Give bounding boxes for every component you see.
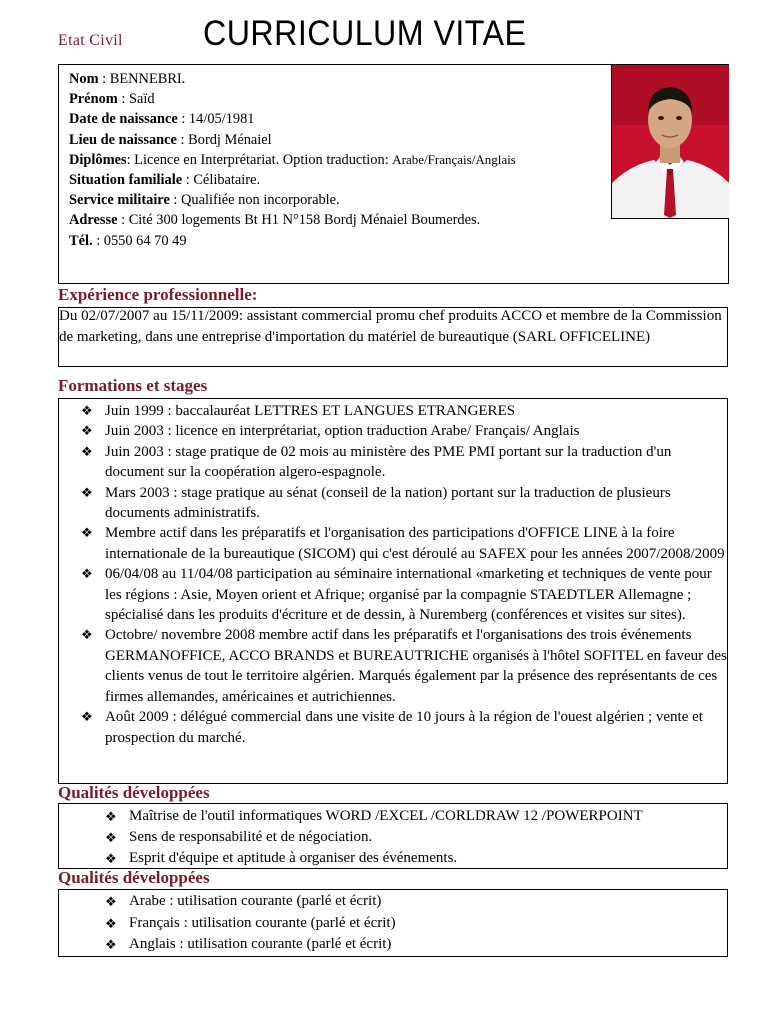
lieu-label: Lieu de naissance xyxy=(69,131,177,148)
list-item xyxy=(105,891,725,913)
list-item xyxy=(81,625,727,707)
list-item-text: Sens de responsabilité et de négociation. xyxy=(129,829,373,845)
qualites-box xyxy=(58,803,728,869)
nom-line xyxy=(69,69,516,89)
list-item-text: Mars 2003 : stage pratique au sénat (conseil de la nation) portant sur la traduction de plusieurs documents administratifs. xyxy=(105,484,671,522)
prenom-line xyxy=(69,89,516,109)
list-item xyxy=(81,707,727,748)
list-item-text: Membre actif dans les préparatifs et l'organisation des participations d'OFFICE LINE à la foire internationale de la bureautique (SICOM) qui c'est déroulé au SAFEX pour les années 2007/2008/2009 xyxy=(105,525,725,562)
list-item-text: Juin 1999 : baccalauréat LETTRES ET LANGUES ETRANGERES xyxy=(105,403,516,419)
langues-heading: Qualités développées xyxy=(58,868,210,887)
diamond-bullet-icon: ❖ xyxy=(81,443,93,459)
list-item xyxy=(105,806,725,827)
diamond-bullet-icon: ❖ xyxy=(105,830,117,845)
list-item xyxy=(81,442,727,483)
experience-box xyxy=(58,307,728,367)
list-item-text: Octobre/ novembre 2008 membre actif dans les préparatifs et l'organisations des trois événements GERMANOFFICE, ACCO BRANDS et BUREAUTRICHE organisés à l'hôtel SOFITEL en faveur des clients venus de tout le territoire algérien. Marqués également par la présence des représentants de ces firmes allemandes, américaines et autrichiennes. xyxy=(105,627,727,705)
list-item xyxy=(81,401,727,421)
list-item-text: Arabe : utilisation courante (parlé et écrit) xyxy=(129,893,382,909)
list-item-text: Maîtrise de l'outil informatiques WORD /EXCEL /CORLDRAW 12 /POWERPOINT xyxy=(129,808,643,824)
diamond-bullet-icon: ❖ xyxy=(105,851,117,866)
list-item xyxy=(105,848,725,869)
qualites-list xyxy=(105,806,725,869)
etat-civil-heading: Etat Civil xyxy=(58,32,123,49)
diplomes-value: : Licence en Interprétariat. Option traduction: xyxy=(126,151,393,168)
tel-label: Tél. xyxy=(69,232,93,249)
formations-list xyxy=(81,401,727,748)
list-item-text: Juin 2003 : stage pratique de 02 mois au ministère des PME PMI portant sur la traduction d'un document sur la coopération algero-espagnole. xyxy=(105,443,672,481)
adresse-label: Adresse xyxy=(69,212,118,229)
diamond-bullet-icon: ❖ xyxy=(81,403,93,418)
list-item xyxy=(105,934,725,956)
list-item xyxy=(81,421,727,441)
lieu-line xyxy=(69,130,516,150)
service-value: : Qualifiée non incorporable. xyxy=(169,192,340,209)
adresse-value: : Cité 300 logements Bt H1 N°158 Bordj Ménaiel Boumerdes. xyxy=(117,212,481,229)
list-item-text: 06/04/08 au 11/04/08 participation au séminaire international «marketing et techniques de vente pour les régions : Asie, Moyen orient et Afrique; organisé par la compagnie STAEDTLER Allemagne ; spécialisé dans les produits d'écriture et de dessin, à Nuremberg (conférences et visites sur sites). xyxy=(105,566,712,624)
list-item-text: Esprit d'équipe et aptitude à organiser des événements. xyxy=(129,850,458,866)
diamond-bullet-icon: ❖ xyxy=(105,937,117,952)
list-item xyxy=(81,483,727,524)
diamond-bullet-icon: ❖ xyxy=(81,484,93,500)
lieu-value: : Bordj Ménaiel xyxy=(176,131,272,148)
service-line xyxy=(69,190,516,210)
diamond-bullet-icon: ❖ xyxy=(81,423,93,439)
portrait-photo xyxy=(611,65,729,219)
situation-line xyxy=(69,170,516,190)
etat-civil-box xyxy=(58,64,729,284)
adresse-line xyxy=(69,210,516,230)
diamond-bullet-icon: ❖ xyxy=(81,566,93,582)
list-item xyxy=(105,913,725,935)
page-title: CURRICULUM VITAE xyxy=(203,14,527,53)
situation-value: : Célibataire. xyxy=(182,172,261,189)
langues-box xyxy=(58,889,728,957)
diamond-bullet-icon: ❖ xyxy=(105,894,117,909)
portrait-illustration xyxy=(612,65,729,218)
list-item-text: Français : utilisation courante (parlé et écrit) xyxy=(129,914,396,931)
diamond-bullet-icon: ❖ xyxy=(81,709,93,725)
list-item xyxy=(81,523,727,564)
etat-civil-lines xyxy=(69,69,516,251)
diamond-bullet-icon: ❖ xyxy=(105,809,117,824)
service-label: Service militaire xyxy=(69,192,170,209)
naissance-label: Date de naissance xyxy=(69,111,178,128)
formations-box xyxy=(58,398,728,784)
tel-line xyxy=(69,231,516,251)
naissance-value: : 14/05/1981 xyxy=(177,111,255,128)
nom-label: Nom xyxy=(69,71,99,87)
list-item-text: Anglais : utilisation courante (parlé et écrit) xyxy=(129,936,392,952)
qualites-heading: Qualités développées xyxy=(58,783,210,802)
prenom-label: Prénom xyxy=(69,91,118,108)
list-item-text: Juin 2003 : licence en interprétariat, option traduction Arabe/ Français/ Anglais xyxy=(105,423,580,440)
experience-text: Du 02/07/2007 au 15/11/2009: assistant commercial promu chef produits ACCO et membre de la Commission de marketing, dans une entreprise d'importation du matériel de bureautique (SARL OFFICELINE) xyxy=(59,308,722,345)
diplomes-label: Diplômes xyxy=(69,151,127,168)
experience-heading: Expérience professionnelle: xyxy=(58,285,258,304)
prenom-value: : Saïd xyxy=(117,91,155,108)
naissance-line xyxy=(69,109,516,129)
langues-list xyxy=(105,891,725,956)
list-item xyxy=(105,827,725,848)
diamond-bullet-icon: ❖ xyxy=(81,627,93,643)
diamond-bullet-icon: ❖ xyxy=(105,915,117,931)
diplomes-line xyxy=(69,150,516,170)
tel-value: : 0550 64 70 49 xyxy=(92,232,187,249)
nom-value: : BENNEBRI. xyxy=(98,71,186,87)
diplomes-langs: Arabe/Français/Anglais xyxy=(392,151,516,167)
formations-heading: Formations et stages xyxy=(58,376,208,395)
diamond-bullet-icon: ❖ xyxy=(81,525,93,541)
list-item xyxy=(81,564,727,625)
situation-label: Situation familiale xyxy=(69,172,183,189)
list-item-text: Août 2009 : délégué commercial dans une visite de 10 jours à la région de l'ouest algérien ; vente et prospection du marché. xyxy=(105,709,703,746)
